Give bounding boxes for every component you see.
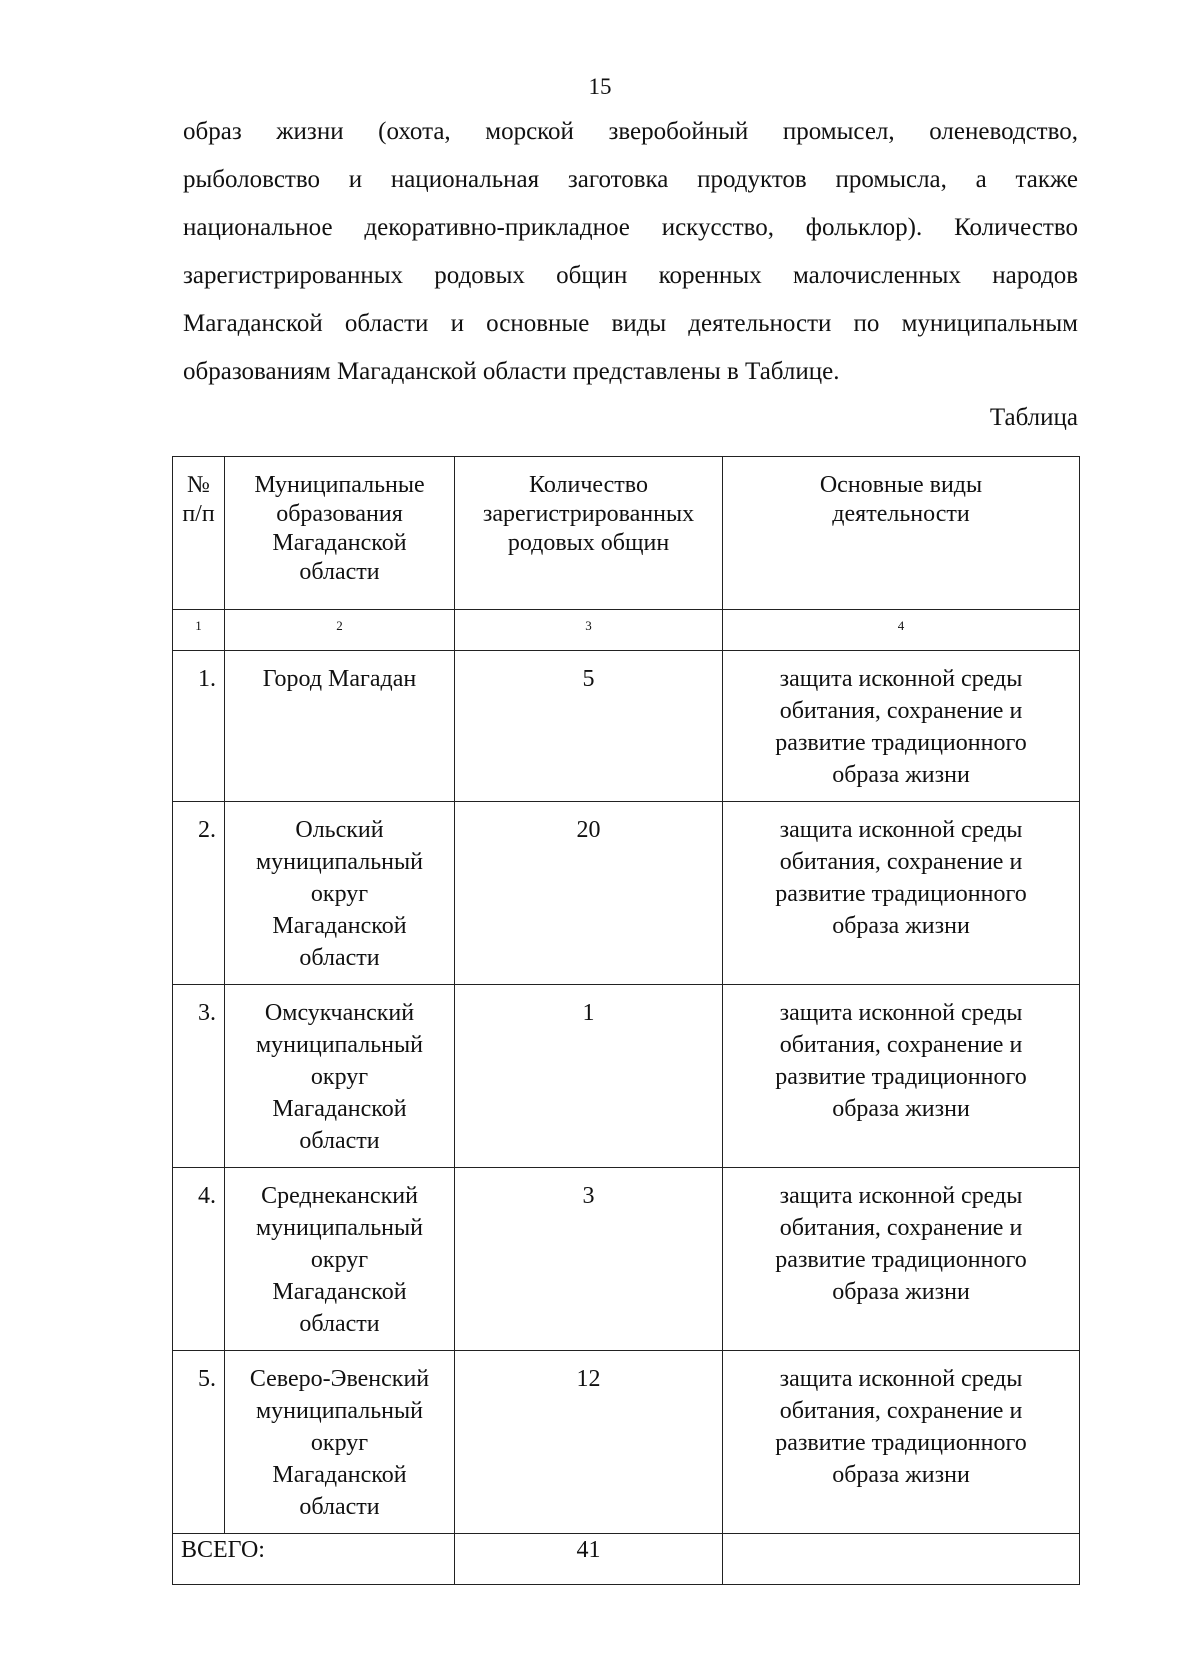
municipality-line: округ — [310, 1064, 369, 1090]
municipality-line: Омсукчанский — [264, 1000, 415, 1026]
table-header-row — [173, 457, 1080, 610]
municipality-line: области — [299, 1494, 380, 1520]
total-label: ВСЕГО: — [173, 1534, 455, 1585]
row-municipality — [225, 1351, 455, 1534]
page-number: 15 — [588, 74, 612, 99]
paragraph-line: образованиям Магаданской области представлены в Таблице. — [183, 358, 840, 385]
municipality-line: Магаданской — [272, 1462, 407, 1488]
row-count: 5 — [455, 651, 723, 802]
municipality-line: округ — [310, 1247, 369, 1273]
row-activity — [723, 1351, 1080, 1534]
activity-line: защита исконной среды — [779, 666, 1023, 692]
paragraph-line: Магаданской области и основные виды деятельности по муниципальным — [183, 310, 1078, 337]
column-number: 1 — [173, 610, 225, 651]
header-index-line: № — [187, 472, 210, 498]
column-number-row — [173, 610, 1080, 651]
row-municipality — [225, 651, 455, 802]
municipality-line: области — [299, 1311, 380, 1337]
activity-line: образа жизни — [832, 913, 970, 939]
table-row — [173, 802, 1080, 985]
column-number: 3 — [455, 610, 723, 651]
header-index — [173, 457, 225, 610]
total-value: 41 — [455, 1534, 723, 1585]
row-count: 12 — [455, 1351, 723, 1534]
table-row — [173, 1351, 1080, 1534]
municipality-line: муниципальный — [255, 1215, 423, 1241]
body-paragraph — [183, 108, 1078, 396]
header-municipality-line: Магаданской — [272, 530, 407, 556]
table-row — [173, 985, 1080, 1168]
municipality-line: Магаданской — [272, 913, 407, 939]
row-index: 1. — [173, 651, 225, 802]
municipality-line: муниципальный — [255, 1398, 423, 1424]
municipality-line: области — [299, 1128, 380, 1154]
activity-line: защита исконной среды — [779, 1000, 1023, 1026]
municipality-line: округ — [310, 1430, 369, 1456]
header-index-line: п/п — [182, 501, 215, 527]
header-count-line: зарегистрированных — [482, 501, 695, 527]
activity-line: развитие традиционного — [775, 1064, 1027, 1090]
paragraph-line: национальное декоративно-прикладное искусство, фольклор). Количество — [183, 214, 1078, 241]
municipality-line: Ольский — [295, 817, 384, 843]
row-count: 3 — [455, 1168, 723, 1351]
header-municipality-line: области — [299, 559, 380, 585]
activity-line: обитания, сохранение и — [779, 1398, 1023, 1424]
paragraph-line: зарегистрированных родовых общин коренных малочисленных народов — [183, 262, 1078, 289]
header-municipality-line: образования — [276, 501, 403, 527]
paragraph-line: образ жизни (охота, морской зверобойный промысел, оленеводство, — [183, 118, 1078, 145]
activity-line: обитания, сохранение и — [779, 1215, 1023, 1241]
communities-table — [172, 456, 1080, 1585]
row-index: 2. — [173, 802, 225, 985]
activity-line: образа жизни — [832, 762, 970, 788]
municipality-line: Магаданской — [272, 1096, 407, 1122]
activity-line: обитания, сохранение и — [779, 849, 1023, 875]
row-municipality — [225, 1168, 455, 1351]
activity-line: образа жизни — [832, 1096, 970, 1122]
row-index: 3. — [173, 985, 225, 1168]
column-number: 2 — [225, 610, 455, 651]
header-activity — [723, 457, 1080, 610]
row-activity — [723, 651, 1080, 802]
activity-line: защита исконной среды — [779, 1183, 1023, 1209]
activity-line: образа жизни — [832, 1279, 970, 1305]
municipality-line: Город Магадан — [262, 666, 417, 692]
activity-line: образа жизни — [832, 1462, 970, 1488]
row-index: 5. — [173, 1351, 225, 1534]
activity-line: обитания, сохранение и — [779, 1032, 1023, 1058]
municipality-line: муниципальный — [255, 1032, 423, 1058]
row-activity — [723, 1168, 1080, 1351]
header-count-line: Количество — [529, 472, 648, 498]
activity-line: обитания, сохранение и — [779, 698, 1023, 724]
row-activity — [723, 985, 1080, 1168]
activity-line: защита исконной среды — [779, 817, 1023, 843]
header-activity-line: деятельности — [832, 501, 970, 527]
activity-line: защита исконной среды — [779, 1366, 1023, 1392]
header-count — [455, 457, 723, 610]
municipality-line: муниципальный — [255, 849, 423, 875]
header-activity-line: Основные виды — [819, 472, 983, 498]
activity-line: развитие традиционного — [775, 881, 1027, 907]
municipality-line: области — [299, 945, 380, 971]
municipality-line: Магаданской — [272, 1279, 407, 1305]
row-municipality — [225, 985, 455, 1168]
municipality-line: Среднеканский — [261, 1183, 418, 1209]
total-empty-cell — [723, 1534, 1080, 1585]
paragraph-line: рыболовство и национальная заготовка продуктов промысла, а также — [183, 166, 1078, 193]
header-municipality-line: Муниципальные — [254, 472, 425, 498]
row-activity — [723, 802, 1080, 985]
table-row — [173, 1168, 1080, 1351]
total-row — [173, 1534, 1080, 1585]
row-index: 4. — [173, 1168, 225, 1351]
header-count-line: родовых общин — [507, 530, 670, 556]
activity-line: развитие традиционного — [775, 730, 1027, 756]
header-municipality — [225, 457, 455, 610]
table-caption: Таблица — [989, 404, 1078, 431]
row-count: 1 — [455, 985, 723, 1168]
activity-line: развитие традиционного — [775, 1430, 1027, 1456]
municipality-line: округ — [310, 881, 369, 907]
row-count: 20 — [455, 802, 723, 985]
municipality-line: Северо-Эвенский — [249, 1366, 430, 1392]
table-row — [173, 651, 1080, 802]
activity-line: развитие традиционного — [775, 1247, 1027, 1273]
row-municipality — [225, 802, 455, 985]
column-number: 4 — [723, 610, 1080, 651]
